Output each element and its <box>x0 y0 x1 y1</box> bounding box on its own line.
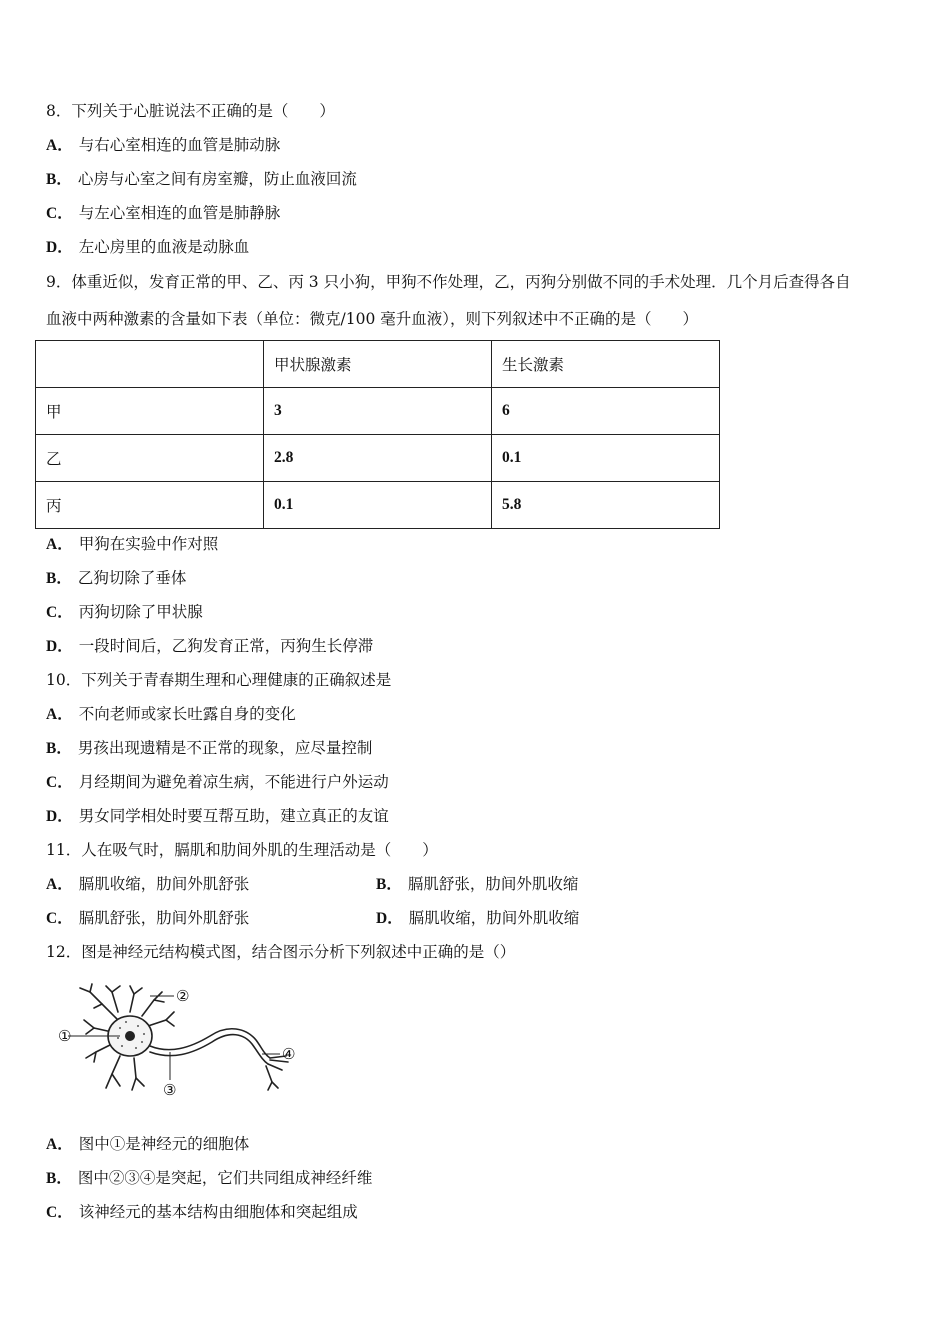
table-header-cell: 甲状腺激素 <box>264 341 492 388</box>
table-cell: 0.1 <box>492 435 720 482</box>
option-text: 一段时间后，乙狗发育正常，丙狗生长停滞 <box>78 637 374 655</box>
option-label: B． <box>46 740 72 757</box>
option-text: 不向老师或家长吐露自身的变化 <box>78 705 296 723</box>
q11-option-c <box>46 909 249 927</box>
q8-option-a <box>46 135 280 156</box>
figure-label: ② <box>176 987 190 1005</box>
option-text: 膈肌收缩，肋间外肌收缩 <box>408 909 580 927</box>
option-label: C． <box>46 774 73 791</box>
option-text: 男孩出现遗精是不正常的现象，应尽量控制 <box>77 739 373 757</box>
q11-option-b <box>376 874 578 895</box>
table-row <box>36 482 720 529</box>
neuron-diagram <box>50 982 305 1101</box>
table-cell: 3 <box>264 388 492 435</box>
q8-option-b <box>46 169 357 190</box>
q11-option-d <box>376 908 579 929</box>
table-cell: 丙 <box>36 482 264 529</box>
option-label: B． <box>46 570 72 587</box>
q10-stem: 10．下列关于青春期生理和心理健康的正确叙述是 <box>46 671 392 689</box>
option-label: B． <box>46 1170 72 1187</box>
option-label: A． <box>46 706 73 723</box>
table-cell: 甲 <box>36 388 264 435</box>
table-header-cell: 生长激素 <box>492 341 720 388</box>
option-text: 丙狗切除了甲状腺 <box>78 603 203 621</box>
q11-option-a <box>46 875 249 893</box>
q12-option-a <box>46 1134 249 1155</box>
figure-label: ① <box>58 1027 72 1045</box>
table-cell: 0.1 <box>264 482 492 529</box>
q10-option-a <box>46 704 296 725</box>
option-label: D． <box>46 808 73 825</box>
q10-option-c <box>46 772 389 793</box>
q9-stem-line2: 血液中两种激素的含量如下表（单位：微克/100 毫升血液），则下列叙述中不正确的是（ ） <box>46 310 698 328</box>
table-row <box>36 435 720 482</box>
option-text: 膈肌舒张，肋间外肌舒张 <box>78 909 250 927</box>
table-row <box>36 388 720 435</box>
option-label: D． <box>46 638 73 655</box>
option-label: A． <box>46 876 73 893</box>
option-text: 乙狗切除了垂体 <box>77 569 187 587</box>
option-text: 图中②③④是突起，它们共同组成神经纤维 <box>77 1169 373 1187</box>
option-text: 与右心室相连的血管是肺动脉 <box>78 136 281 154</box>
q10-option-b <box>46 738 372 759</box>
q12-option-b <box>46 1168 372 1189</box>
option-label: C． <box>46 910 73 927</box>
q9-option-b <box>46 568 186 589</box>
option-text: 月经期间为避免着凉生病，不能进行户外运动 <box>78 773 389 791</box>
nucleus <box>125 1031 135 1041</box>
figure-label: ③ <box>163 1081 177 1097</box>
option-label: C． <box>46 1204 73 1221</box>
option-label: C． <box>46 604 73 621</box>
q8-option-c <box>46 203 280 224</box>
option-label: D． <box>376 910 403 927</box>
option-text: 膈肌舒张，肋间外肌收缩 <box>407 875 579 893</box>
table-cell: 5.8 <box>492 482 720 529</box>
q9-stem-line1: 9．体重近似，发育正常的甲、乙、丙 3 只小狗，甲狗不作处理，乙，丙狗分别做不同的手术处理．几个月后查得各自 <box>46 273 851 291</box>
q9-option-c <box>46 602 203 623</box>
option-label: A． <box>46 536 73 553</box>
table-header-row <box>36 341 720 388</box>
option-text: 该神经元的基本结构由细胞体和突起组成 <box>78 1203 358 1221</box>
option-text: 与左心室相连的血管是肺静脉 <box>78 204 281 222</box>
option-label: B． <box>376 876 402 893</box>
option-label: A． <box>46 1136 73 1153</box>
option-text: 图中①是神经元的细胞体 <box>78 1135 250 1153</box>
option-text: 心房与心室之间有房室瓣，防止血液回流 <box>77 170 357 188</box>
q11-options-row1 <box>46 874 646 895</box>
q8-option-d <box>46 237 249 258</box>
table-cell: 2.8 <box>264 435 492 482</box>
q11-options-row2 <box>46 908 646 929</box>
q12-stem: 12．图是神经元结构模式图，结合图示分析下列叙述中正确的是（） <box>46 943 516 961</box>
option-text: 左心房里的血液是动脉血 <box>78 238 250 256</box>
hormone-table <box>35 340 720 529</box>
table-header-cell <box>36 341 264 388</box>
q10-option-d <box>46 806 389 827</box>
neuron-illustration <box>50 982 305 1097</box>
q9-option-d <box>46 636 373 657</box>
option-text: 膈肌收缩，肋间外肌舒张 <box>78 875 250 893</box>
q9-option-a <box>46 534 218 555</box>
q12-option-c <box>46 1202 358 1223</box>
option-label: C． <box>46 205 73 222</box>
q8-stem: 8．下列关于心脏说法不正确的是（ ） <box>46 102 335 120</box>
option-text: 甲狗在实验中作对照 <box>78 535 219 553</box>
figure-label: ④ <box>282 1045 296 1063</box>
option-label: D． <box>46 239 73 256</box>
table-cell: 6 <box>492 388 720 435</box>
option-label: A． <box>46 137 73 154</box>
table-cell: 乙 <box>36 435 264 482</box>
q11-stem: 11．人在吸气时，膈肌和肋间外肌的生理活动是（ ） <box>46 841 438 859</box>
option-text: 男女同学相处时要互帮互助，建立真正的友谊 <box>78 807 389 825</box>
option-label: B． <box>46 171 72 188</box>
